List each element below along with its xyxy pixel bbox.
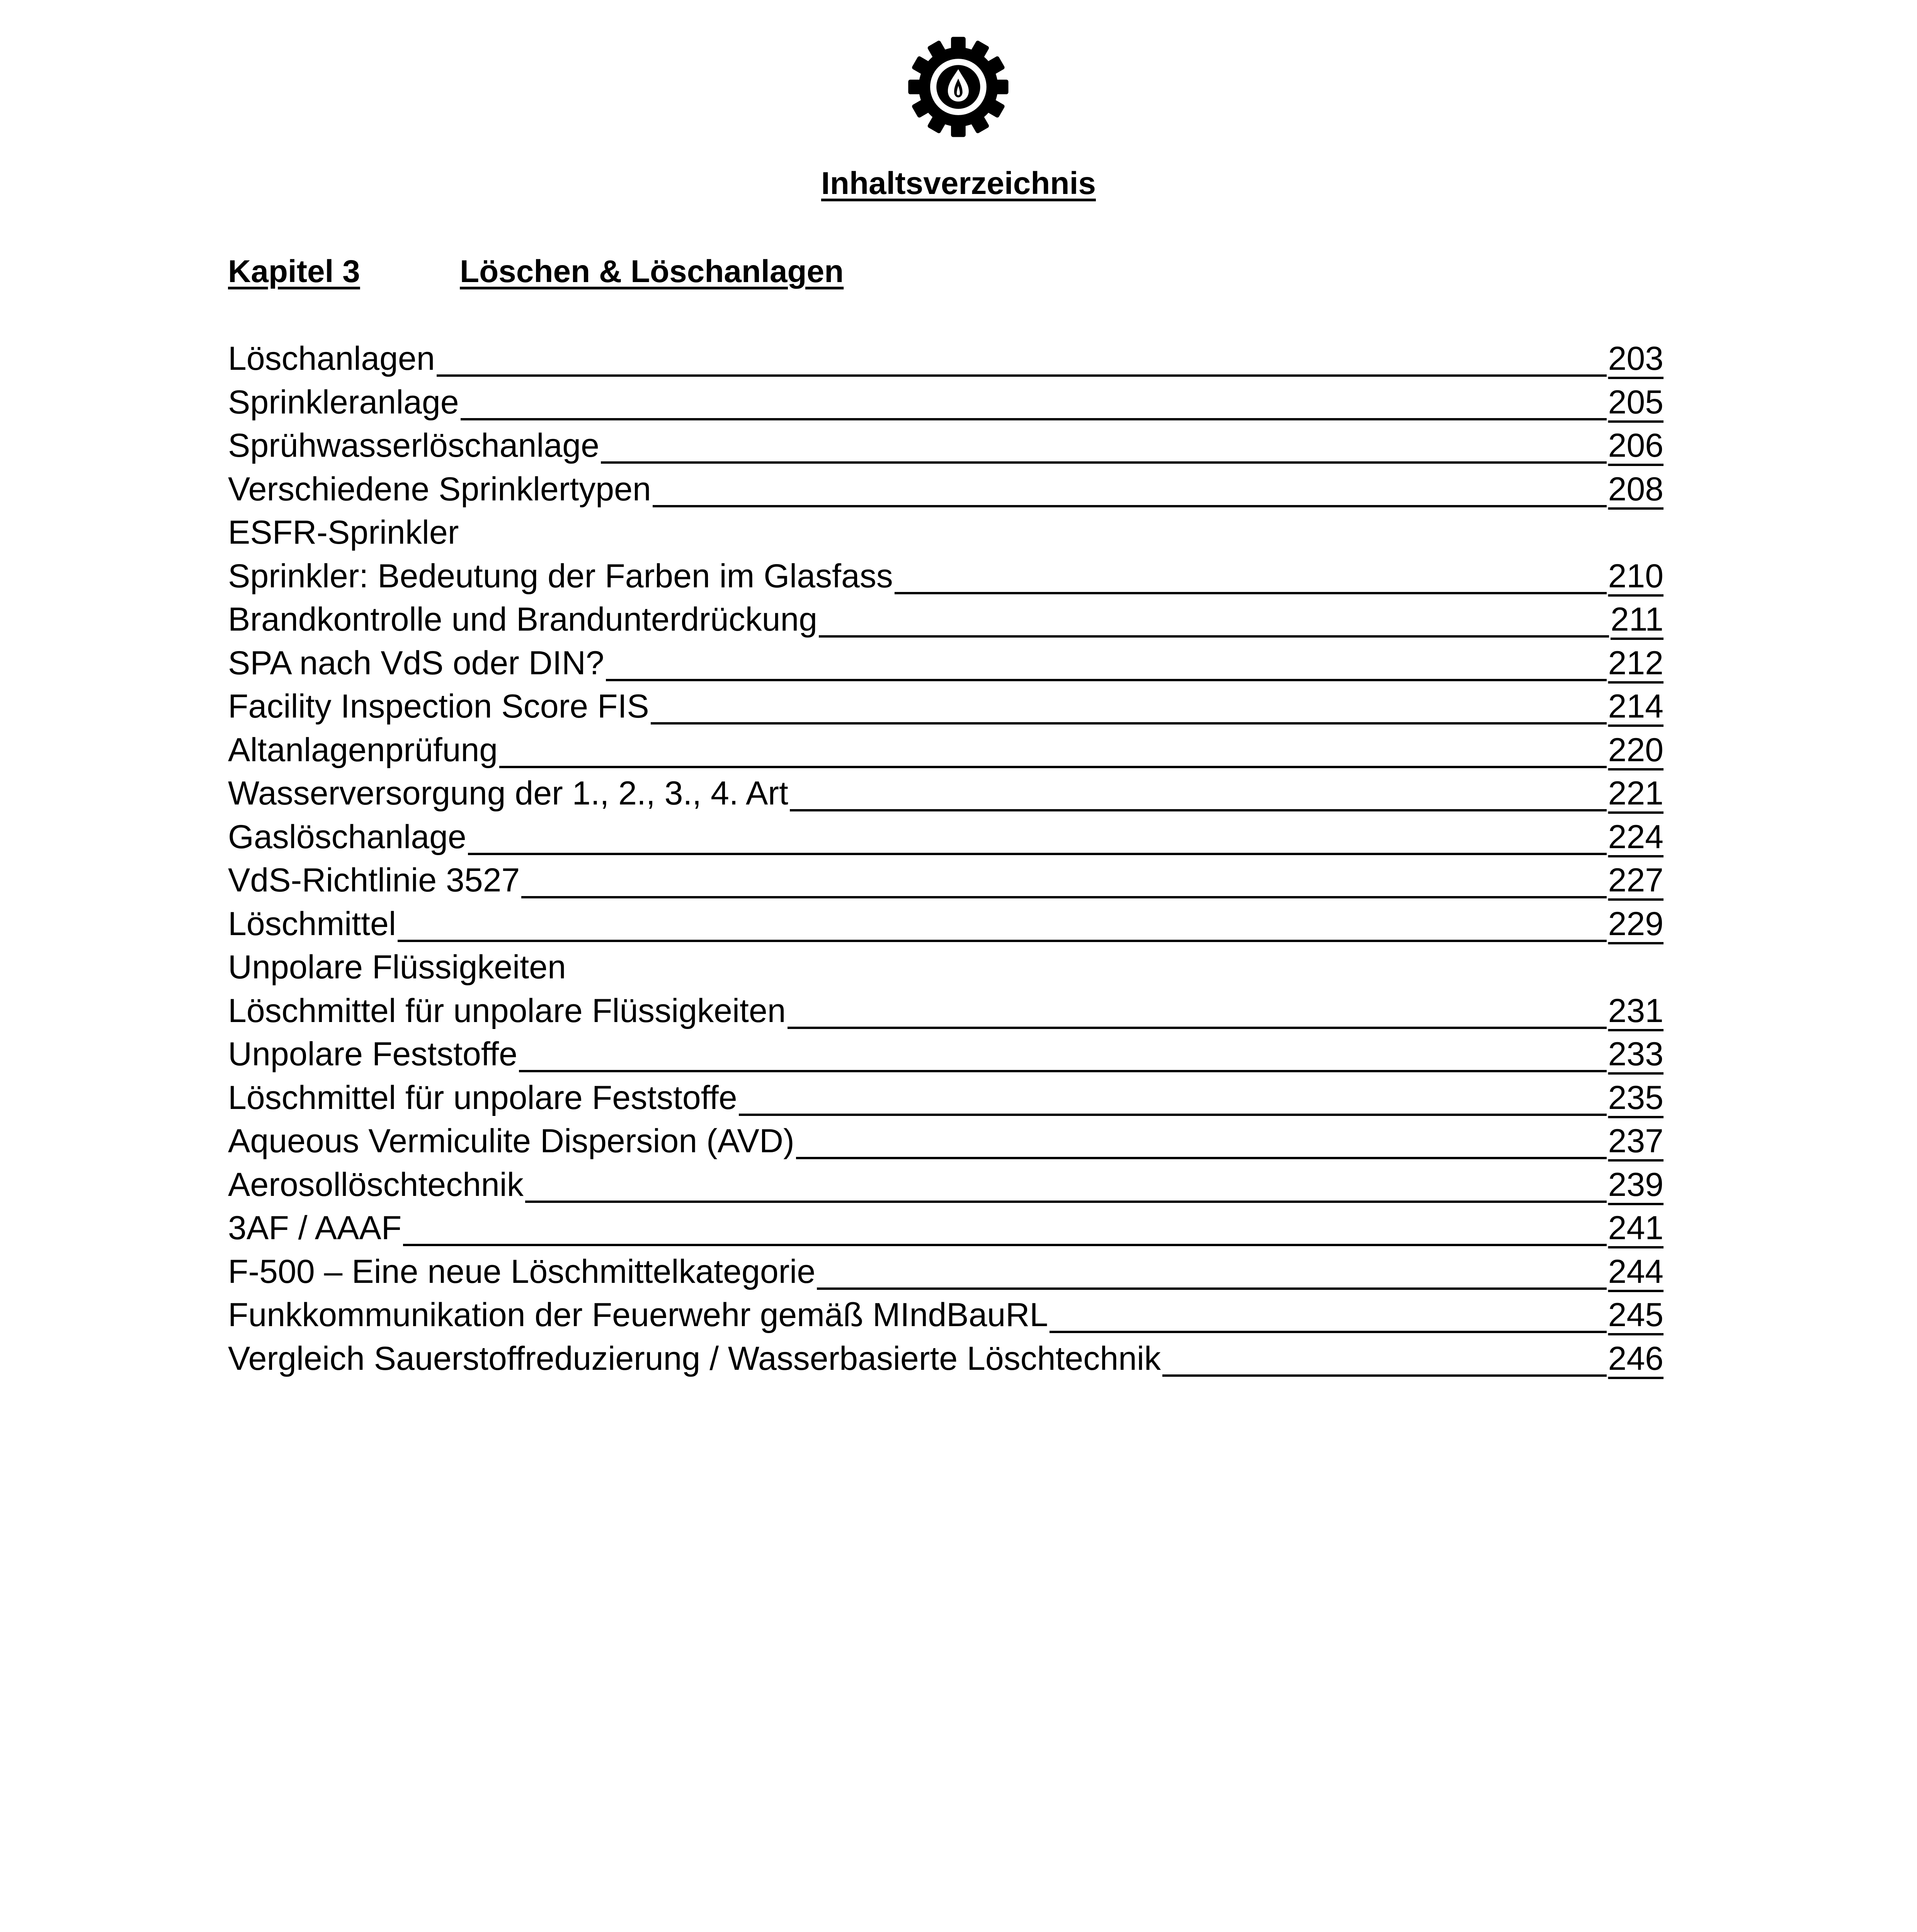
toc-entry-page: 241 bbox=[1608, 1209, 1664, 1247]
toc-leader-line bbox=[651, 722, 1607, 724]
toc-entry-title: ESFR-Sprinkler bbox=[228, 514, 459, 551]
toc-leader-line bbox=[653, 505, 1607, 507]
toc-entry-title: VdS-Richtlinie 3527 bbox=[228, 862, 520, 899]
toc-entry-page: 205 bbox=[1608, 383, 1664, 421]
toc-entry bbox=[228, 685, 1664, 728]
toc-entry-page: 229 bbox=[1608, 905, 1664, 942]
toc-leader-line bbox=[398, 940, 1607, 942]
toc-entry bbox=[228, 946, 1664, 989]
toc-leader-line bbox=[606, 679, 1607, 681]
toc-entry-page: 203 bbox=[1608, 340, 1664, 377]
toc-leader-line bbox=[519, 1070, 1607, 1072]
chapter-heading bbox=[228, 250, 844, 293]
toc-entry-title: Sprühwasserlöschanlage bbox=[228, 427, 599, 464]
toc-entry-title: F-500 – Eine neue Löschmittelkategorie bbox=[228, 1253, 816, 1290]
toc-entry-page: 231 bbox=[1608, 992, 1664, 1029]
toc-leader-line bbox=[1162, 1374, 1606, 1377]
toc-leader-line bbox=[895, 592, 1607, 594]
toc-entry bbox=[228, 1076, 1664, 1120]
toc-entry bbox=[228, 1293, 1664, 1337]
toc-entry bbox=[228, 1206, 1664, 1250]
toc-entry-page: 208 bbox=[1608, 470, 1664, 508]
toc-entry-page: 206 bbox=[1608, 427, 1664, 464]
toc-leader-line bbox=[525, 1201, 1607, 1203]
toc-entry bbox=[228, 1250, 1664, 1294]
toc-entry bbox=[228, 337, 1664, 381]
toc-leader-line bbox=[788, 1027, 1607, 1029]
toc-entry bbox=[228, 728, 1664, 772]
toc-entry-page: 244 bbox=[1608, 1253, 1664, 1290]
toc-entry-title: Gaslöschanlage bbox=[228, 818, 466, 855]
toc-leader-line bbox=[1050, 1331, 1606, 1333]
toc-leader-line bbox=[437, 374, 1607, 377]
toc-entry bbox=[228, 772, 1664, 815]
toc-entry-page: 227 bbox=[1608, 862, 1664, 899]
toc-entry-title: Verschiedene Sprinklertypen bbox=[228, 470, 651, 508]
toc-entry-title: Löschmittel für unpolare Flüssigkeiten bbox=[228, 992, 786, 1029]
toc-entry bbox=[228, 554, 1664, 598]
toc-entry bbox=[228, 424, 1664, 468]
toc-entry-page: 212 bbox=[1608, 644, 1664, 682]
toc-entry bbox=[228, 1337, 1664, 1381]
toc-leader-line bbox=[499, 766, 1606, 768]
toc-entry-title: Unpolare Feststoffe bbox=[228, 1036, 517, 1073]
toc-entry bbox=[228, 641, 1664, 685]
toc-leader-line bbox=[403, 1244, 1606, 1246]
toc-entry-title: Sprinkler: Bedeutung der Farben im Glasfass bbox=[228, 557, 893, 595]
toc-leader-line bbox=[819, 635, 1609, 638]
toc-entry bbox=[228, 1163, 1664, 1207]
toc-leader-line bbox=[817, 1287, 1606, 1290]
toc-leader-line bbox=[739, 1114, 1607, 1116]
toc-entry bbox=[228, 815, 1664, 859]
toc-entry-page: 246 bbox=[1608, 1340, 1664, 1377]
toc-leader-line bbox=[790, 809, 1607, 811]
toc-entry bbox=[228, 1119, 1664, 1163]
toc-entry-title: 3AF / AAAF bbox=[228, 1209, 402, 1247]
toc-entry-page: 214 bbox=[1608, 688, 1664, 725]
toc-entry-title: Unpolare Flüssigkeiten bbox=[228, 949, 566, 986]
toc-leader-line bbox=[521, 896, 1606, 898]
toc-entry bbox=[228, 381, 1664, 424]
toc-entry-page: 221 bbox=[1608, 775, 1664, 812]
toc-heading: Inhaltsverzeichnis bbox=[821, 166, 1096, 201]
toc-entry-title: Brandkontrolle und Brandunterdrückung bbox=[228, 601, 818, 638]
toc-entry bbox=[228, 902, 1664, 946]
toc-entry-title: Löschanlagen bbox=[228, 340, 435, 377]
toc-entry-title: Sprinkleranlage bbox=[228, 383, 459, 421]
chapter-name: Löschen & Löschanlagen bbox=[460, 254, 844, 289]
toc-leader-line bbox=[461, 418, 1607, 420]
toc-entry-title: Löschmittel bbox=[228, 905, 396, 942]
toc-entry-title: Funkkommunikation der Feuerwehr gemäß MIndBauRL bbox=[228, 1296, 1048, 1333]
toc-entry bbox=[228, 1032, 1664, 1076]
toc-entry-title: Altanlagenprüfung bbox=[228, 731, 498, 769]
toc-leader-line bbox=[601, 461, 1607, 464]
toc-entry-title: Aerosollöschtechnik bbox=[228, 1166, 524, 1203]
toc-entry bbox=[228, 468, 1664, 511]
toc-entry-title: Facility Inspection Score FIS bbox=[228, 688, 649, 725]
toc-entry-page: 233 bbox=[1608, 1036, 1664, 1073]
toc-entry-page: 239 bbox=[1608, 1166, 1664, 1203]
toc-entry-title: Vergleich Sauerstoffreduzierung / Wasserbasierte Löschtechnik bbox=[228, 1340, 1161, 1377]
chapter-number: Kapitel 3 bbox=[228, 254, 360, 289]
toc-entry bbox=[228, 598, 1664, 641]
toc-entry-title: Wasserversorgung der 1., 2., 3., 4. Art bbox=[228, 775, 788, 812]
toc-entry-page: 245 bbox=[1608, 1296, 1664, 1333]
toc-entry-title: SPA nach VdS oder DIN? bbox=[228, 644, 604, 682]
toc-entry bbox=[228, 511, 1664, 554]
toc-entry-page: 220 bbox=[1608, 731, 1664, 769]
gear-flame-logo-icon bbox=[906, 35, 1010, 139]
toc-entry bbox=[228, 989, 1664, 1033]
toc-entry-title: Aqueous Vermiculite Dispersion (AVD) bbox=[228, 1122, 794, 1160]
toc-entry-page: 210 bbox=[1608, 557, 1664, 595]
toc-entries-list bbox=[228, 337, 1664, 1380]
toc-entry-page: 211 bbox=[1610, 601, 1664, 638]
toc-entry-page: 235 bbox=[1608, 1079, 1664, 1116]
toc-entry-page: 224 bbox=[1608, 818, 1664, 855]
toc-entry-page: 237 bbox=[1608, 1122, 1664, 1160]
toc-leader-line bbox=[796, 1157, 1607, 1159]
toc-leader-line bbox=[468, 853, 1607, 855]
toc-entry-title: Löschmittel für unpolare Feststoffe bbox=[228, 1079, 737, 1116]
toc-entry bbox=[228, 859, 1664, 902]
